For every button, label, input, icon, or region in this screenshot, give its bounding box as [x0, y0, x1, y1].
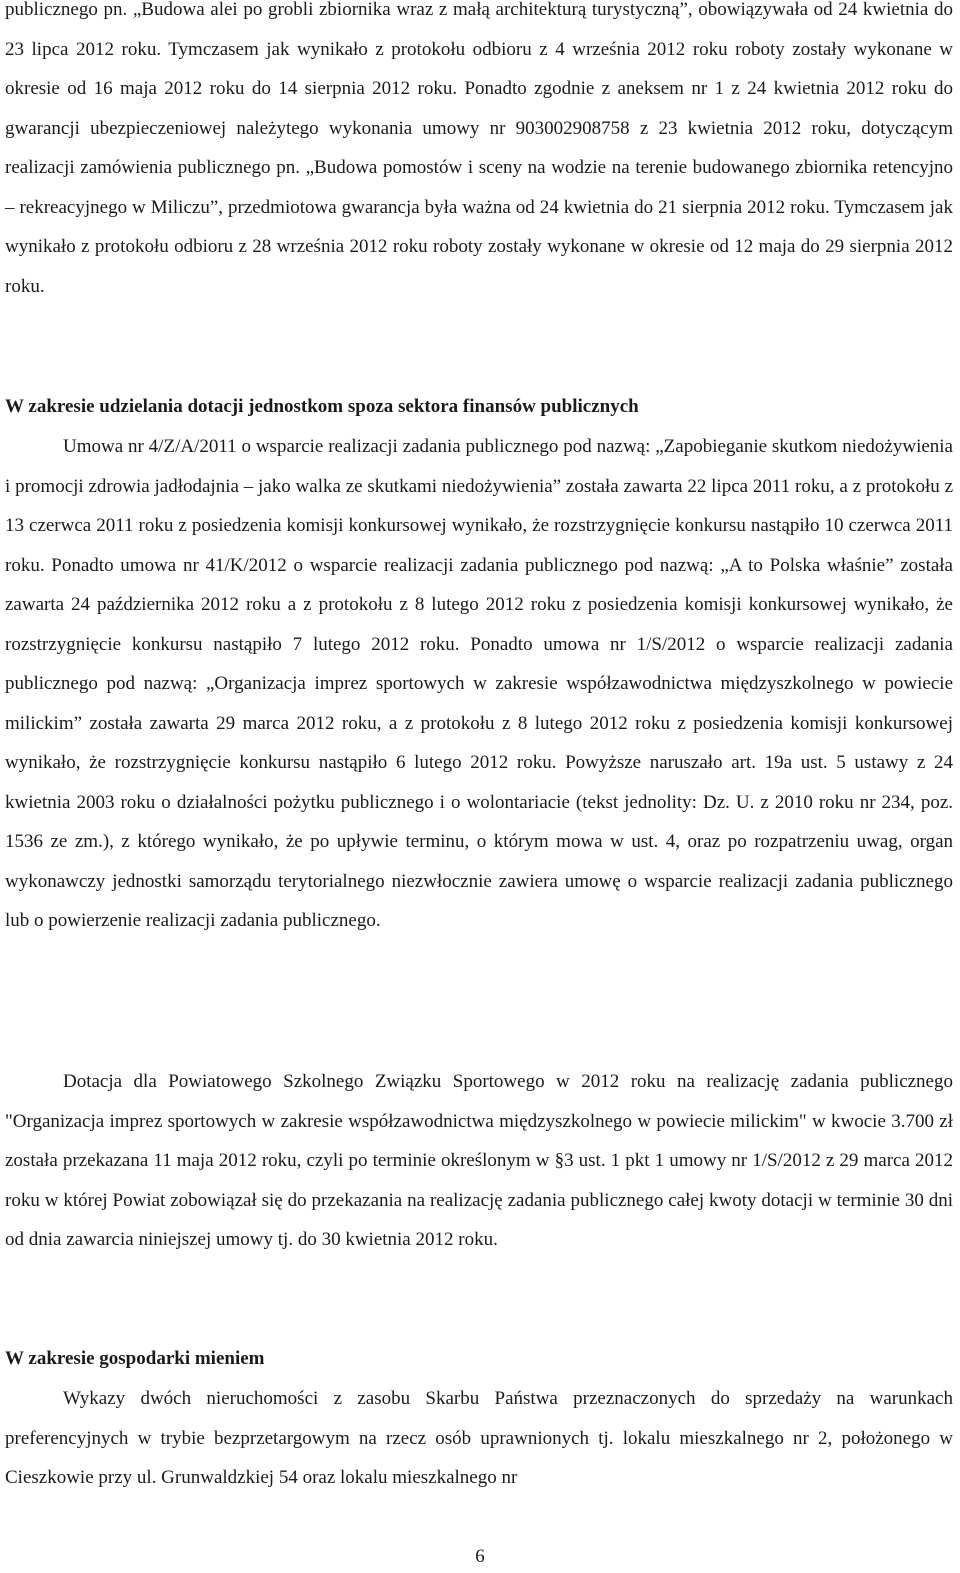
dotacje-paragraph-2-block [5, 1062, 953, 1260]
section-heading-mienie: W zakresie gospodarki mieniem [5, 1348, 265, 1369]
section-heading-dotacje: W zakresie udzielania dotacji jednostkom spoza sektora finansów publicznych [5, 396, 639, 417]
opening-paragraph: publicznego pn. „Budowa alei po grobli zbiornika wraz z małą architekturą turystyczną”, obowiązywała od 24 kwietnia do 23 lipca 2012 roku. Tymczasem jak wynikało z protokołu odbioru z 4 września 2012 roku roboty zostały wykonane w okresie od 16 maja 2012 roku do 14 sierpnia 2012 roku. Ponadto zgodnie z aneksem nr 1 z 24 kwietnia 2012 roku do gwarancji ubezpieczeniowej należytego wykonania umowy nr 903002908758 z 23 kwietnia 2012 roku, dotyczącym realizacji zamówienia publicznego pn. „Budowa pomostów i sceny na wodzie na terenie budowanego zbiornika retencyjno – rekreacyjnego w Miliczu”, przedmiotowa gwarancja była ważna od 24 kwietnia do 21 sierpnia 2012 roku. Tymczasem jak wynikało z protokołu odbioru z 28 września 2012 roku roboty zostały wykonane w okresie od 12 maja do 29 sierpnia 2012 roku. [5, 0, 953, 297]
section-heading-mienie-block [5, 1339, 953, 1379]
page-number: 6 [475, 1546, 485, 1567]
mienie-paragraph-1: Wykazy dwóch nieruchomości z zasobu Skarbu Państwa przeznaczonych do sprzedaży na warunkach preferencyjnych w trybie bezprzetargowym na rzecz osób uprawnionych tj. lokalu mieszkalnego nr 2, położonego w Cieszkowie przy ul. Grunwaldzkiej 54 oraz lokalu mieszkalnego nr [5, 1388, 953, 1488]
dotacje-paragraph-1: Umowa nr 4/Z/A/2011 o wsparcie realizacji zadania publicznego pod nazwą: „Zapobieganie skutkom niedożywienia i promocji zdrowia jadłodajnia – jako walka ze skutkami niedożywienia” została zawarta 22 lipca 2011 roku, a z protokołu z 13 czerwca 2011 roku z posiedzenia komisji konkursowej wynikało, że rozstrzygnięcie konkursu nastąpiło 10 czerwca 2011 roku. Ponadto umowa nr 41/K/2012 o wsparcie realizacji zadania publicznego pod nazwą: „A to Polska właśnie” została zawarta 24 października 2012 roku a z protokołu z 8 lutego 2012 roku z posiedzenia komisji konkursowej wynikało, że rozstrzygnięcie konkursu nastąpiło 7 lutego 2012 roku. Ponadto umowa nr 1/S/2012 o wsparcie realizacji zadania publicznego pod nazwą: „Organizacja imprez sportowych w zakresie współzawodnictwa międzyszkolnego w powiecie milickim” została zawarta 29 marca 2012 roku, a z protokołu z 8 lutego 2012 roku z posiedzenia komisji konkursowej wynikało, że rozstrzygnięcie konkursu nastąpiło 6 lutego 2012 roku. Powyższe naruszało art. 19a ust. 5 ustawy z 24 kwietnia 2003 roku o działalności pożytku publicznego i o wolontariacie (tekst jednolity: Dz. U. z 2010 roku nr 234, poz. 1536 ze zm.), z którego wynikało, że po upływie terminu, o którym mowa w ust. 4, oraz po rozpatrzeniu uwag, organ wykonawczy jednostki samorządu terytorialnego niezwłocznie zawiera umowę o wsparcie realizacji zadania publicznego lub o powierzenie realizacji zadania publicznego. [5, 436, 953, 931]
dotacje-paragraph-1-block [5, 427, 953, 941]
mienie-paragraph-1-block [5, 1379, 953, 1498]
dotacje-paragraph-2: Dotacja dla Powiatowego Szkolnego Związku Sportowego w 2012 roku na realizację zadania publicznego "Organizacja imprez sportowych w zakresie współzawodnictwa międzyszkolnego w powiecie milickim" w kwocie 3.700 zł została przekazana 11 maja 2012 roku, czyli po terminie określonym w §3 ust. 1 pkt 1 umowy nr 1/S/2012 z 29 marca 2012 roku w której Powiat zobowiązał się do przekazania na realizację zadania publicznego całej kwoty dotacji w terminie 30 dni od dnia zawarcia niniejszej umowy tj. do 30 kwietnia 2012 roku. [5, 1071, 953, 1250]
opening-paragraph-block [5, 0, 953, 306]
section-heading-dotacje-block [5, 387, 953, 427]
